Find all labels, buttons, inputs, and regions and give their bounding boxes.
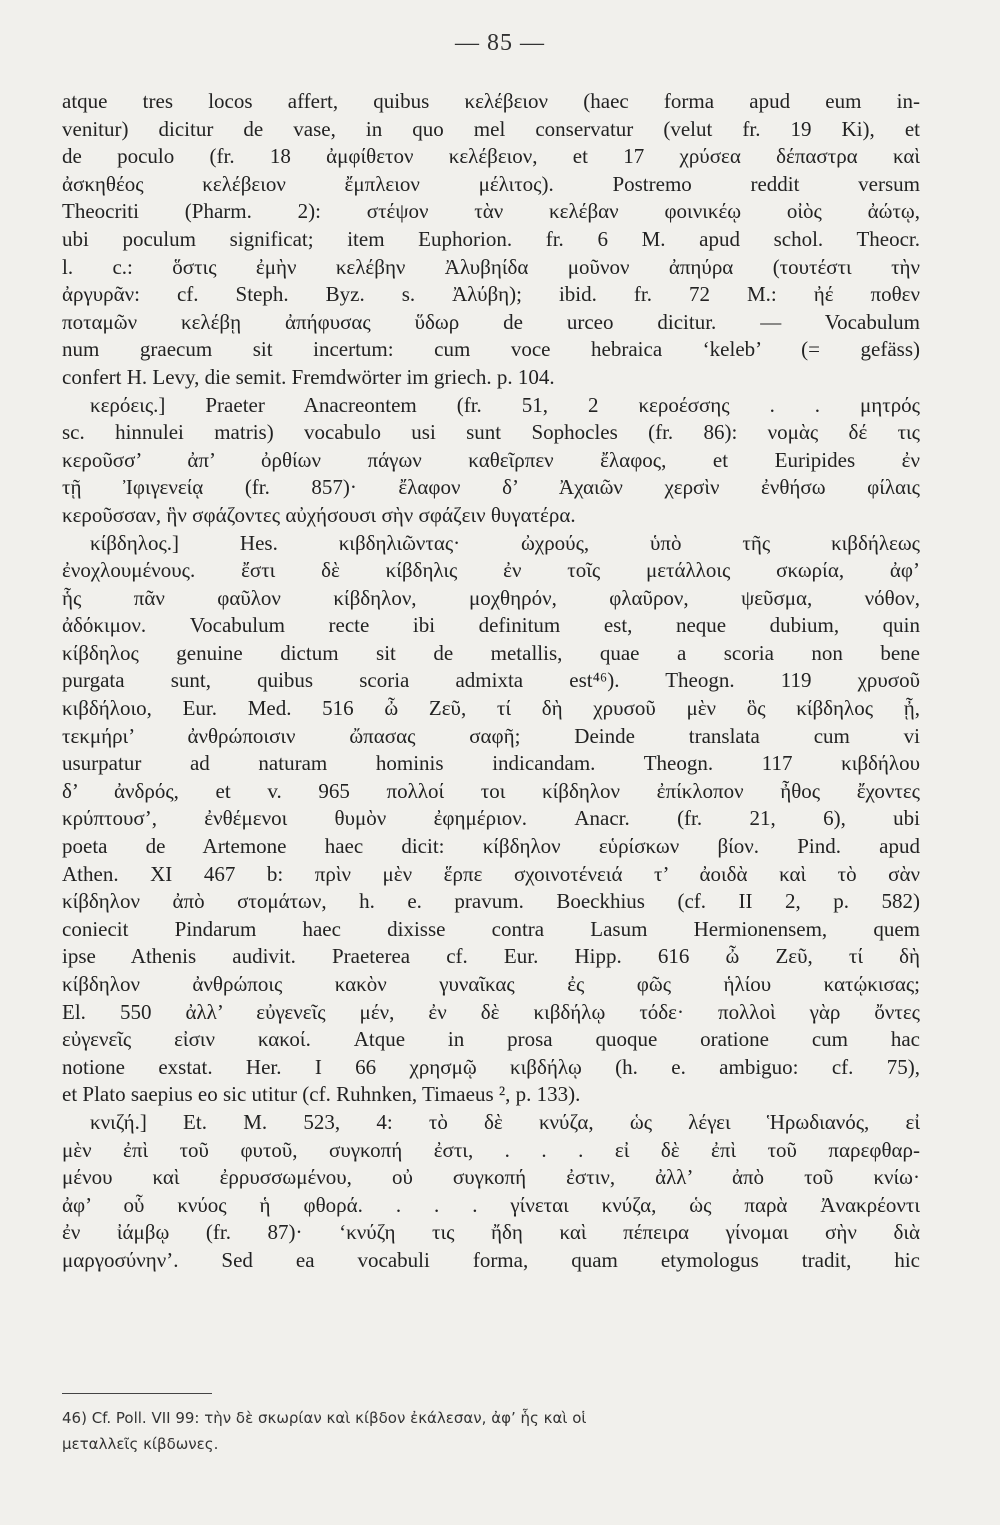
text-line: ἧς πᾶν φαῦλον κίβδηλον, μοχθηρόν, φλαῦρον, ψεῦσμα, νόθον, (62, 585, 920, 610)
text-line: κεροῦσσαν, ἣν σφάζοντες αὐχήσουσι σὴν σφάζειν θυγατέρα. (62, 502, 576, 527)
text-line: et Plato saepius eo sic utitur (cf. Ruhnken, Timaeus ², p. 133). (62, 1082, 581, 1107)
text-line: μαργοσύνην’. Sed ea vocabuli forma, quam etymologus tradit, hic (62, 1247, 920, 1272)
text-line: ἀσκηθέος κελέβειον ἔμπλειον μέλιτος). Postremo reddit versum (62, 171, 920, 196)
text-line: ipse Athenis audivit. Praeterea cf. Eur. Hipp. 616 ὦ Ζεῦ, τί δὴ (62, 944, 920, 969)
text-line: κνιζή.] Et. M. 523, 4: τὸ δὲ κνύζα, ὡς λέγει Ἡρωδιανός, εἰ (90, 1109, 920, 1134)
text-line: δ’ ἀνδρός, et v. 965 πολλοί τοι κίβδηλον ἐπίκλοπον ἦθος ἔχοντες (62, 778, 920, 803)
text-line: confert H. Levy, die semit. Fremdwörter im griech. p. 104. (62, 364, 555, 389)
text-line: κίβδηλον ἀπὸ στομάτων, h. e. pravum. Boeckhius (cf. II 2, p. 582) (62, 889, 920, 914)
text-line: usurpatur ad naturam hominis indicandam. Theogn. 117 κιβδήλου (62, 751, 920, 776)
page-number: — 85 — (455, 30, 545, 56)
text-line: ἀργυρᾶν: cf. Steph. Byz. s. Ἀλύβη); ibid. fr. 72 M.: ἠέ ποθεν (62, 282, 920, 307)
text-line: μένου καὶ ἐρρυσσωμένου, οὐ συγκοπή ἐστιν, ἀλλ’ ἀπὸ τοῦ κνίω· (62, 1165, 920, 1190)
footnote-line: μεταλλεῖς κίβδωνες. (62, 1435, 219, 1453)
text-line: τεκμήρι’ ἀνθρώποισιν ὤπασας σαφῆ; Deinde translata cum vi (62, 723, 920, 748)
footnote-line: 46) Cf. Poll. VII 99: τὴν δὲ σκωρίαν καὶ κίβδον ἐκάλεσαν, ἀφ’ ἧς καὶ οἱ (62, 1409, 587, 1427)
text-line: de poculo (fr. 18 ἀμφίθετον κελέβειον, et 17 χρύσεα δέπαστρα καὶ (62, 144, 920, 169)
text-line: ἐν ἰάμβῳ (fr. 87)· ‘κνύζη τις ἤδη καὶ πέπειρα γίνομαι σὴν διὰ (62, 1220, 920, 1245)
text-line: ποταμῶν κελέβῃ ἀπήφυσας ὕδωρ de urceo dicitur. — Vocabulum (62, 309, 920, 334)
text-line: purgata sunt, quibus scoria admixta est⁴⁶). Theogn. 119 χρυσοῦ (62, 668, 920, 693)
text-line: κεροῦσσ’ ἀπ’ ὀρθίων πάγων καθεῖρπεν ἔλαφος, et Euripides ἐν (62, 447, 920, 472)
text-line: notione exstat. Her. I 66 χρησμῷ κιβδήλῳ (h. e. ambiguo: cf. 75), (62, 1054, 920, 1079)
text-line: τῇ Ἰφιγενείᾳ (fr. 857)· ἔλαφον δ’ Ἀχαιῶν χερσὶν ἐνθήσω φίλαις (62, 475, 920, 500)
text-line: poeta de Artemone haec dicit: κίβδηλον εὑρίσκων βίον. Pind. apud (62, 834, 920, 859)
text-line: num graecum sit incertum: cum voce hebraica ‘keleb’ (= gefäss) (62, 337, 920, 362)
text-line: ἀφ’ οὗ κνύος ἡ φθορά. . . . γίνεται κνύζα, ὡς παρὰ Ἀνακρέοντι (62, 1192, 920, 1217)
body-text (62, 88, 920, 1275)
text-line: μὲν ἐπὶ τοῦ φυτοῦ, συγκοπή ἐστι, . . . εἰ δὲ ἐπὶ τοῦ παρεφθαρ- (62, 1137, 920, 1162)
text-line: atque tres locos affert, quibus κελέβειον (haec forma apud eum in- (62, 89, 920, 113)
text-line: coniecit Pindarum haec dixisse contra Lasum Hermionensem, quem (62, 916, 920, 941)
text-line: venitur) dicitur de vase, in quo mel conservatur (velut fr. 19 Ki), et (62, 116, 920, 141)
text-line: κίβδηλον ἀνθρώποις κακὸν γυναῖκας ἐς φῶς ἡλίου κατῴκισας; (62, 972, 920, 996)
text-line: El. 550 ἀλλ’ εὐγενεῖς μέν, ἐν δὲ κιβδήλῳ τόδε· πολλοὶ γὰρ ὄντες (62, 999, 920, 1024)
text-line: ἐνοχλουμένους. ἔστι δὲ κίβδηλις ἐν τοῖς μετάλλοις σκωρία, ἀφ’ (62, 558, 920, 583)
text-line: Athen. XI 467 b: πρὶν μὲν ἕρπε σχοινοτένειά τ’ ἀοιδὰ καὶ τὸ σὰν (62, 861, 920, 886)
text-line: κίβδηλος.] Hes. κιβδηλιῶντας· ὠχρούς, ὑπὸ τῆς κιβδήλεως (90, 530, 920, 555)
text-line: sc. hinnulei matris) vocabulo usi sunt Sophocles (fr. 86): νομὰς δέ τις (62, 420, 920, 445)
text-line: κρύπτουσ’, ἐνθέμενοι θυμὸν ἐφημέριον. Anacr. (fr. 21, 6), ubi (62, 806, 920, 831)
footnote-divider (62, 1393, 212, 1394)
text-line: ubi poculum significat; item Euphorion. fr. 6 M. apud schol. Theocr. (62, 226, 920, 251)
text-line: ἀδόκιμον. Vocabulum recte ibi definitum est, neque dubium, quin (62, 613, 920, 638)
footnote (62, 1405, 920, 1457)
text-line: Theocriti (Pharm. 2): στέψον τὰν κελέβαν φοινικέῳ οἰὸς ἀώτῳ, (62, 199, 920, 224)
text-line: κιβδήλοιο, Eur. Med. 516 ὦ Ζεῦ, τί δὴ χρυσοῦ μὲν ὃς κίβδηλος ᾖ, (62, 696, 920, 721)
text-line: εὐγενεῖς εἰσιν κακοί. Atque in prosa quoque oratione cum hac (62, 1027, 920, 1052)
text-line: κίβδηλος genuine dictum sit de metallis, quae a scoria non bene (62, 640, 920, 665)
text-line: κερόεις.] Praeter Anacreontem (fr. 51, 2 κεροέσσης . . μητρός (90, 392, 920, 417)
text-line: l. c.: ὅστις ἐμὴν κελέβην Ἀλυβηίδα μοῦνον ἀπηύρα (τουτέστι τὴν (62, 254, 920, 279)
